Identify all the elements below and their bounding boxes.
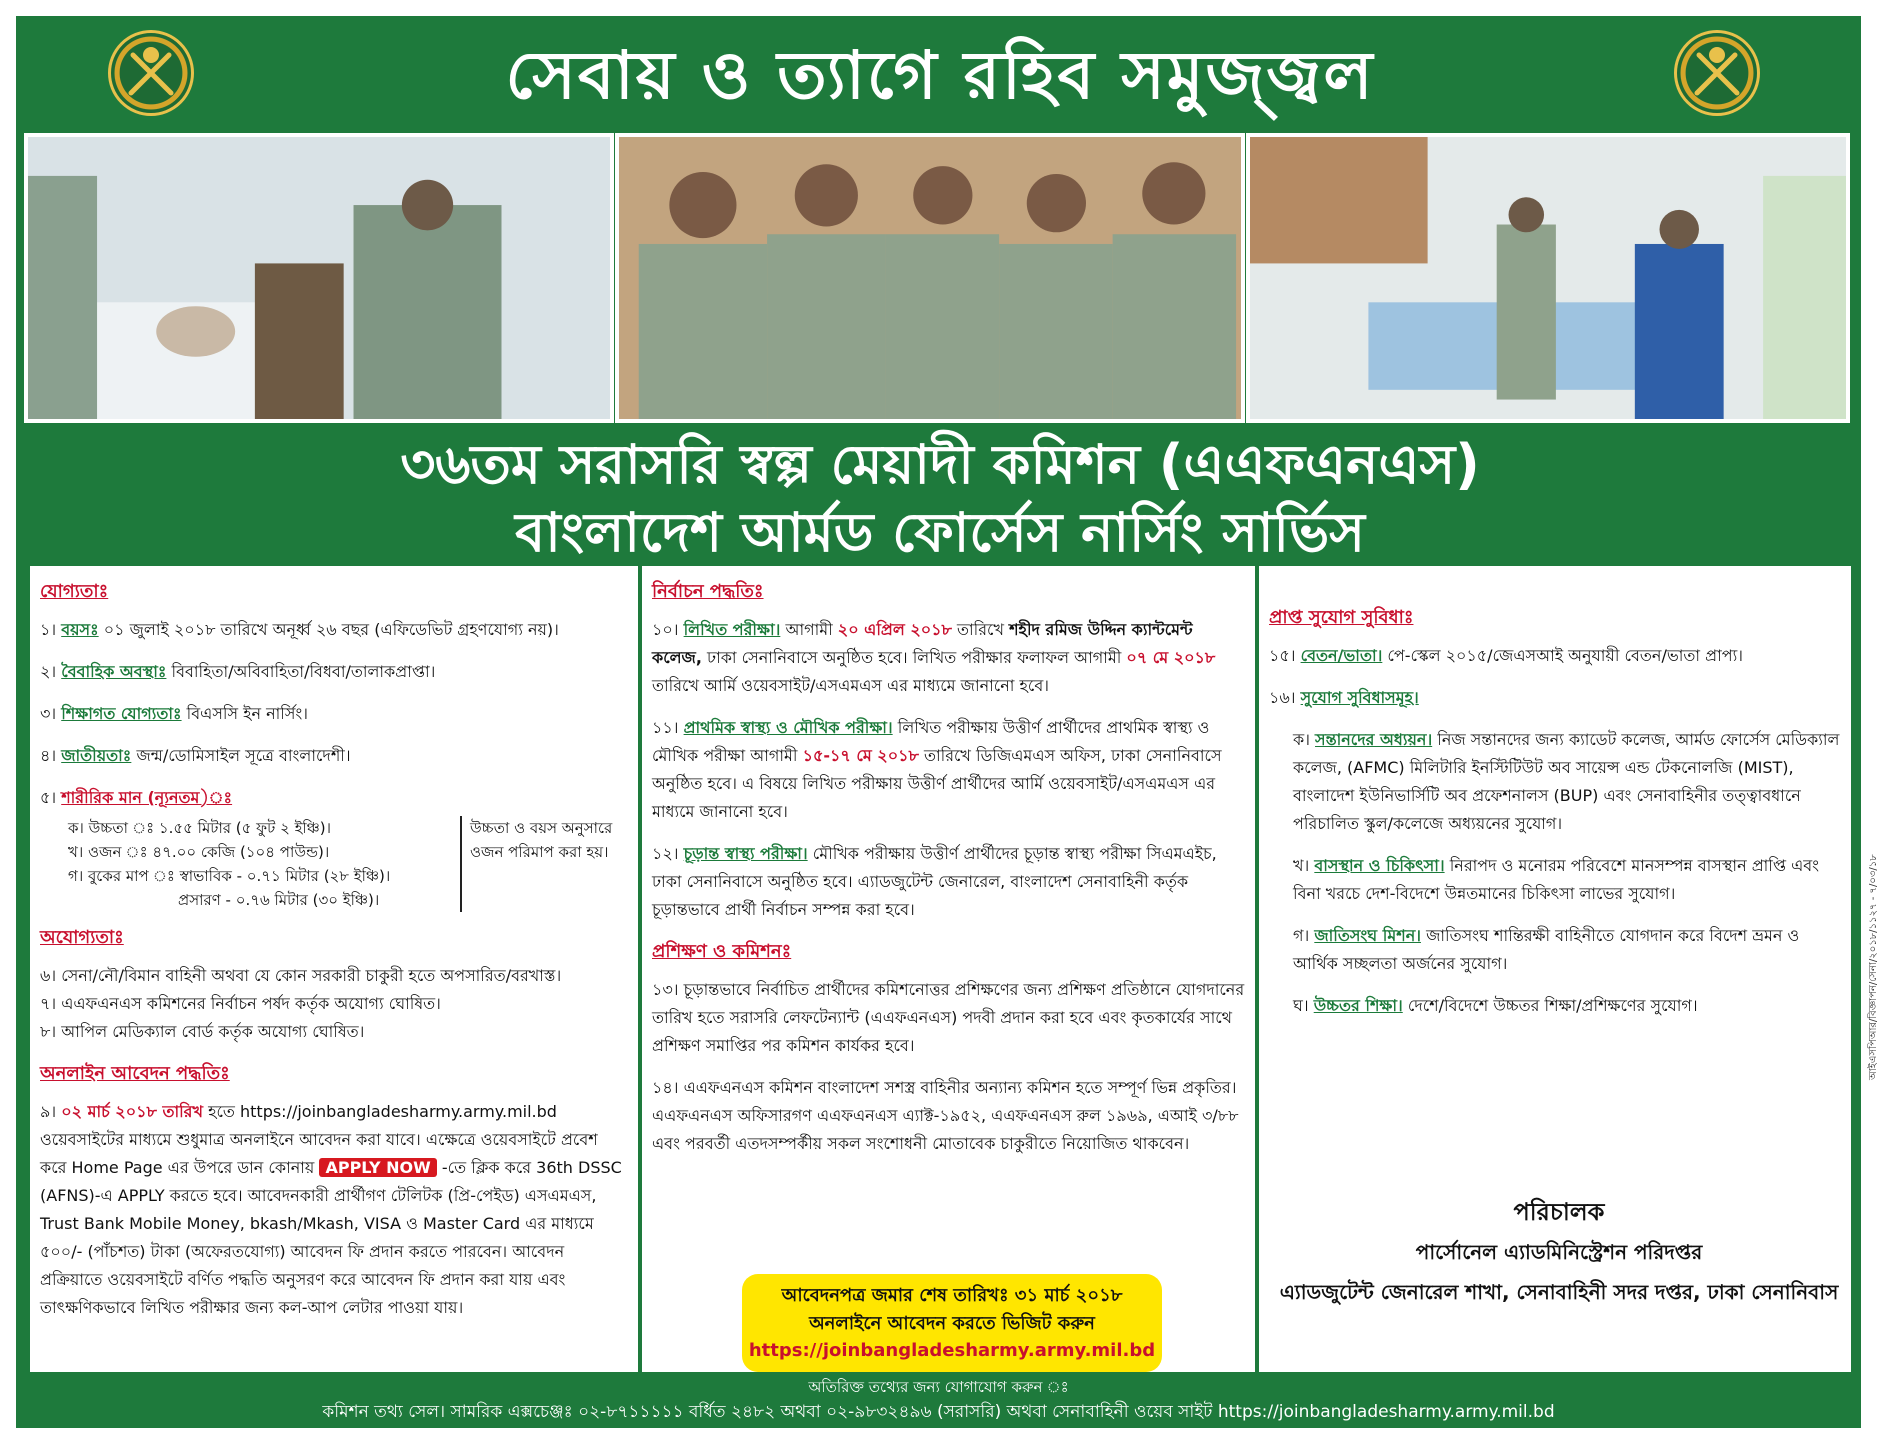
written-date: ২০ এপ্রিল ২০১৮ xyxy=(837,620,952,639)
photo-group-of-nurses xyxy=(615,133,1245,423)
item-number: ১০। xyxy=(652,620,679,639)
online-start-date: ০২ মার্চ ২০১৮ তারিখ xyxy=(61,1102,203,1121)
prelim-label: প্রাথমিক স্বাস্থ্য ও মৌখিক পরীক্ষা। xyxy=(683,718,893,737)
higher-education-label: উচ্চতর শিক্ষা। xyxy=(1313,996,1403,1015)
written-exam-item xyxy=(652,616,1245,700)
photo-nurses-in-ward xyxy=(1246,133,1850,423)
education-item xyxy=(40,700,628,728)
facilities-item xyxy=(1269,684,1841,712)
online-heading: অনলাইন আবেদন পদ্ধতিঃ xyxy=(40,1063,230,1084)
age-label: বয়সঃ xyxy=(61,620,99,639)
disq-item: ৬। সেনা/নৌ/বিমান বাহিনী অথবা যে কোন সরকারী চাকুরী হতে অপসারিত/বরখাস্ত। xyxy=(40,966,562,985)
item-number: ঘ। xyxy=(1293,996,1309,1015)
prelim-date: ১৫-১৭ মে ২০১৮ xyxy=(802,746,919,765)
item-number: ১৫। xyxy=(1269,646,1296,665)
eligibility-heading: যোগ্যতাঃ xyxy=(40,581,109,602)
item-number: ১। xyxy=(40,620,57,639)
un-mission-label: জাতিসংঘ মিশন। xyxy=(1314,926,1421,945)
housing-text: নিরাপদ ও মনোরম পরিবেশে মানসম্পন্ন বাসস্থান প্রাপ্তি এবং বিনা খরচে দেশ-বিদেশে উন্নতমানের চিকিৎসা লাভের সুযোগ। xyxy=(1293,856,1820,903)
slogan-heading: সেবায় ও ত্যাগে রহিব সমুজ্জ্বল xyxy=(505,37,1375,114)
title-line-2: বাংলাদেশ আর্মড ফোর্সেস নার্সিং সার্ভিস xyxy=(515,501,1365,564)
ispr-code: আইএসপিআর/বিজ্ঞাপন/সেনা/২০১৮/১১২৭ - ৭/০৩/১৮ xyxy=(1868,854,1879,1080)
photo-nurse-with-patient xyxy=(24,133,614,423)
apply-now-badge: APPLY NOW xyxy=(319,1158,436,1177)
final-text: মৌখিক পরীক্ষায় উত্তীর্ণ প্রার্থীদের চূড়ান্ত স্বাস্থ্য পরীক্ষা সিএমএইচ, ঢাকা সেনানিবাসে অনুষ্ঠিত হবে। এ্যাডজুটেন্ট জেনারেল, বাংলাদেশ সেনাবাহিনী কর্তৃক চূড়ান্তভাবে প্রার্থী নির্বাচন সম্পন্ন করা হবে। xyxy=(652,844,1217,919)
age-text: ০১ জুলাই ২০১৮ তারিখে অনূর্ধ্ব ২৬ বছর (এফিডেভিট গ্রহণযোগ্য নয়)। xyxy=(103,620,559,639)
education-text: বিএসসি ইন নার্সিং। xyxy=(186,704,309,723)
written-venue: শহীদ রমিজ উদ্দিন ক্যান্টমেন্ট কলেজ, xyxy=(652,620,1193,667)
deadline-visit: অনলাইনে আবেদন করতে ভিজিট করুন xyxy=(809,1313,1095,1334)
physical-rows xyxy=(68,816,460,912)
benefits-heading: প্রাপ্ত সুযোগ সুবিধাঃ xyxy=(1269,607,1414,628)
prelim-text: তারিখে ডিজিএমএস অফিস, ঢাকা সেনানিবাসে অনুষ্ঠিত হবে। এ বিষয়ে লিখিত পরীক্ষায় উত্তীর্ণ প্রার্থীদের আর্মি ওয়েবসাইট/এসএমএস এর মাধ্যমে জানানো হবে। xyxy=(652,746,1222,821)
disqualification-heading: অযোগ্যতাঃ xyxy=(40,927,124,948)
physical-note: উচ্চতা ও বয়স অনুসারে ওজন পরিমাপ করা হয়। xyxy=(460,816,628,912)
item-number: ১৬। xyxy=(1269,688,1296,707)
disq-item: ৮। আপিল মেডিক্যাল বোর্ড কর্তৃক অযোগ্য ঘোষিত। xyxy=(40,1022,365,1041)
housing-benefit-item xyxy=(1269,852,1841,908)
salary-label: বেতন/ভাতা। xyxy=(1300,646,1383,665)
signoff-branch: এ্যাডজুটেন্ট জেনারেল শাখা, সেনাবাহিনী সদর দপ্তর, ঢাকা সেনানিবাস xyxy=(1279,1280,1839,1304)
un-mission-text: জাতিসংঘ শান্তিরক্ষী বাহিনীতে যোগদান করে বিদেশ ভ্রমন ও আর্থিক সচ্ছলতা অর্জনের সুযোগ। xyxy=(1293,926,1800,973)
chest-row: গ। বুকের মাপ ঃ স্বাভাবিক - ০.৭১ মিটার (২৮ ইঞ্চি)। xyxy=(68,867,391,885)
item-number: ৪। xyxy=(40,746,57,765)
item-number: ৫। xyxy=(40,788,57,807)
final-exam-item xyxy=(652,840,1245,924)
written-label: লিখিত পরীক্ষা। xyxy=(683,620,781,639)
deadline-link[interactable]: https://joinbangladesharmy.army.mil.bd xyxy=(748,1340,1156,1361)
nationality-item xyxy=(40,742,628,770)
written-text: আগামী xyxy=(785,620,833,639)
training-item: ১৩। চূড়ান্তভাবে নির্বাচিত প্রার্থীদের কমিশনোত্তর প্রশিক্ষণের জন্য প্রশিক্ষণ প্রতিষ্ঠানে যোগদানের তারিখ হতে সরাসরি লেফটেন্যান্ট (এএফএনএস) পদবী প্রদান করা হবে এবং কৃতকার্যের সাথে প্রশিক্ষণ সমাপ্তির পর কমিশন কার্যকর হবে। xyxy=(652,980,1245,1055)
marital-text: বিবাহিতা/অবিবাহিতা/বিধবা/তালাকপ্রাপ্তা। xyxy=(171,662,436,681)
online-item xyxy=(40,1098,628,1322)
education-benefit-item xyxy=(1269,726,1841,838)
written-text: ঢাকা সেনানিবাসে অনুষ্ঠিত হবে। লিখিত পরীক্ষার ফলাফল আগামী xyxy=(707,648,1122,667)
disq-item: ৭। এএফএনএস কমিশনের নির্বাচন পর্ষদ কর্তৃক অযোগ্য ঘোষিত। xyxy=(40,994,441,1013)
online-text: হতে https://joinbangladesharmy.army.mil.bd ওয়েবসাইটের মাধ্যমে শুধুমাত্র অনলাইনে আবেদন করা যাবে। এক্ষেত্রে ওয়েবসাইটে প্রবেশ করে Home Page এর উপরে ডান কোনায় xyxy=(40,1102,598,1177)
army-emblem-icon xyxy=(108,30,194,116)
prelim-text: লিখিত পরীক্ষায় উত্তীর্ণ প্রার্থীদের প্রাথমিক স্বাস্থ্য ও মৌখিক পরীক্ষা আগামী xyxy=(652,718,1210,765)
nationality-text: জন্ম/ডোমিসাইল সূত্রে বাংলাদেশী। xyxy=(136,746,351,765)
written-text: তারিখে xyxy=(957,620,1004,639)
item-number: ১২। xyxy=(652,844,679,863)
higher-education-item xyxy=(1269,992,1841,1020)
final-label: চূড়ান্ত স্বাস্থ্য পরীক্ষা। xyxy=(683,844,808,863)
physical-label: শারীরিক মান (ন্যূনতম)ঃ xyxy=(61,788,233,807)
title-line-1: ৩৬তম সরাসরি স্বল্প মেয়াদী কমিশন (এএফএনএস) xyxy=(400,433,1480,496)
footer-contact-heading: অতিরিক্ত তথ্যের জন্য যোগাযোগ করুন ঃ xyxy=(808,1378,1069,1396)
higher-education-text: দেশে/বিদেশে উচ্চতর শিক্ষা/প্রশিক্ষণের সুযোগ। xyxy=(1407,996,1698,1015)
deadline-box xyxy=(742,1274,1162,1372)
marital-label: বৈবাহিক অবস্থাঃ xyxy=(61,662,167,681)
item-number: ১১। xyxy=(652,718,679,737)
un-mission-item xyxy=(1269,922,1841,978)
item-number: ৩। xyxy=(40,704,57,723)
education-label: শিক্ষাগত যোগ্যতাঃ xyxy=(61,704,182,723)
age-item xyxy=(40,616,628,644)
height-row: ক। উচ্চতা ঃ ১.৫৫ মিটার (৫ ফুট ২ ইঞ্চি)। xyxy=(68,819,332,837)
column-benefits xyxy=(1259,566,1851,1372)
item-number: ২। xyxy=(40,662,57,681)
footer-contact-details: কমিশন তথ্য সেল। সামরিক এক্সচেঞ্জঃ ০২-৮৭১১১১১ বর্ধিত ২৪৮২ অথবা ০২-৯৮৩২৪৯৬ (সরাসরি) অথবা সেনাবাহিনী ওয়েব সাইট https://joinbangladesharmy.army.mil.bd xyxy=(322,1402,1555,1422)
item-number: ক। xyxy=(1293,730,1310,749)
written-text: তারিখে আর্মি ওয়েবসাইট/এসএমএস এর মাধ্যমে জানানো হবে। xyxy=(652,676,1049,695)
chest-expanded-row: প্রসারণ - ০.৭৬ মিটার (৩০ ইঞ্চি)। xyxy=(178,891,380,909)
weight-row: খ। ওজন ঃ ৪৭.০০ কেজি (১০৪ পাউন্ড)। xyxy=(68,843,330,861)
housing-label: বাসস্থান ও চিকিৎসা। xyxy=(1314,856,1445,875)
children-education-label: সন্তানদের অধ্যয়ন। xyxy=(1315,730,1433,749)
marital-item xyxy=(40,658,628,686)
online-text-2: -তে ক্লিক করে 36th DSSC (AFNS)-এ APPLY করতে হবে। আবেদনকারী প্রার্থীগণ টেলিটক (প্রি-পেইড) এসএমএস, Trust Bank Mobile Money, bkash/Mkash, VISA ও Master Card এর মাধ্যমে ৫০০/- (পাঁচশত) টাকা (অফেরতযোগ্য) আবেদন ফি প্রদান করতে পারবেন। আবেদন প্রক্রিয়াতে ওয়েবসাইটে বর্ণিত পদ্ধতি অনুসরণ করে আবেদন ফি প্রদান করা যায় এবং তাৎক্ষণিকভাবে লিখিত পরীক্ষার জন্য কল-আপ লেটার পাওয়া যায়। xyxy=(40,1158,622,1317)
training-heading: প্রশিক্ষণ ও কমিশনঃ xyxy=(652,941,792,962)
facilities-label: সুযোগ সুবিধাসমূহ। xyxy=(1300,688,1419,707)
item-number: ৯। xyxy=(40,1102,57,1121)
salary-text: পে-স্কেল ২০১৫/জেএসআই অনুযায়ী বেতন/ভাতা প্রাপ্য। xyxy=(1387,646,1743,665)
deadline-date: আবেদনপত্র জমার শেষ তারিখঃ ৩১ মার্চ ২০১৮ xyxy=(781,1285,1123,1306)
children-education-text: নিজ সন্তানদের জন্য ক্যাডেট কলেজ, আর্মড ফোর্সেস মেডিক্যাল কলেজ, (AFMC) মিলিটারি ইনস্টিটিউট অব সায়েন্স এন্ড টেকনোলজি (MIST), বাংলাদেশ ইউনিভার্সিটি অব প্রফেশনালস (BUP) এবং সেনাবাহিনীর তত্ত্বাবধানে পরিচালিত স্কুল/কলেজে অধ্যয়নের সুযোগ। xyxy=(1293,730,1840,833)
prelim-exam-item xyxy=(652,714,1245,826)
nationality-label: জাতীয়তাঃ xyxy=(61,746,132,765)
item-number: গ। xyxy=(1293,926,1310,945)
column-eligibility xyxy=(30,566,638,1372)
signoff-block xyxy=(1279,1192,1839,1312)
result-date: ০৭ মে ২০১৮ xyxy=(1126,648,1216,667)
signoff-directorate: পার্সোনেল এ্যাডমিনিস্ট্রেশন পরিদপ্তর xyxy=(1415,1240,1703,1264)
selection-heading: নির্বাচন পদ্ধতিঃ xyxy=(652,581,764,602)
physical-item xyxy=(40,784,628,812)
commission-item: ১৪। এএফএনএস কমিশন বাংলাদেশ সশস্ত্র বাহিনীর অন্যান্য কমিশন হতে সম্পূর্ণ ভিন্ন প্রকৃতির। এএফএনএস অফিসারগণ এএফএনএস এ্যাক্ট-১৯৫২, এএফএনএস রুল ১৯৬৯, এআই ৩/৮৮ এবং পরবর্তী এতদসম্পর্কীয় সকল সংশোধনী মোতাবেক চাকুরীতে নিয়োজিত থাকবেন। xyxy=(652,1078,1239,1153)
salary-item xyxy=(1269,642,1841,670)
army-emblem-icon xyxy=(1674,30,1760,116)
column-selection xyxy=(642,566,1255,1372)
physical-standards xyxy=(68,816,628,912)
item-number: খ। xyxy=(1293,856,1310,875)
signoff-title: পরিচালক xyxy=(1513,1198,1605,1226)
